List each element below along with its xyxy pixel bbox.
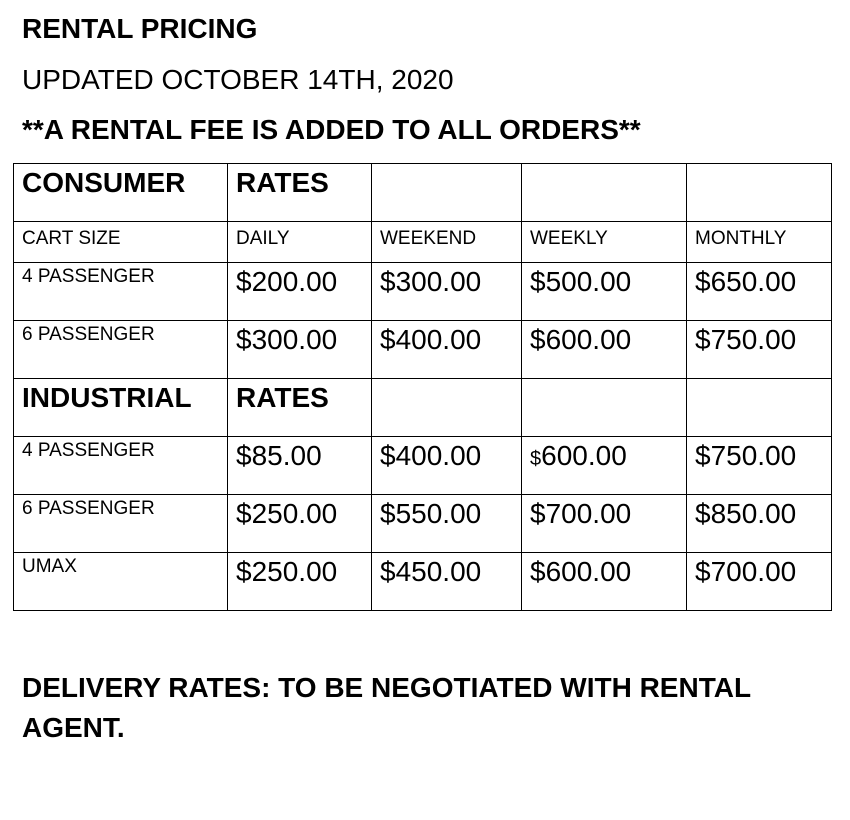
col-header-weekend: WEEKEND <box>380 228 477 249</box>
rates-label-cell <box>228 164 372 222</box>
weekend-price: $450.00 <box>380 556 482 587</box>
table-row <box>14 437 832 495</box>
monthly-price: $650.00 <box>695 266 797 297</box>
price-cell <box>228 495 372 553</box>
section-label-cell <box>14 379 228 437</box>
monthly-price: $700.00 <box>695 556 797 587</box>
weekly-amount: 600.00 <box>541 440 627 471</box>
cart-size-cell <box>14 321 228 379</box>
weekend-price: $300.00 <box>380 266 482 297</box>
consumer-rates-label: RATES <box>236 167 329 198</box>
column-header-cell <box>228 222 372 263</box>
price-cell <box>372 321 522 379</box>
table-row <box>14 263 832 321</box>
consumer-section-row <box>14 164 832 222</box>
price-cell <box>228 553 372 611</box>
monthly-price: $850.00 <box>695 498 797 529</box>
weekly-price: $600.00 <box>530 324 632 355</box>
price-cell <box>228 437 372 495</box>
cart-size: 6 PASSENGER <box>22 498 155 519</box>
empty-cell <box>372 164 522 222</box>
column-header-cell <box>372 222 522 263</box>
col-header-cart-size: CART SIZE <box>22 228 121 249</box>
price-cell <box>522 437 687 495</box>
column-header-cell <box>687 222 832 263</box>
col-header-monthly: MONTHLY <box>695 228 787 249</box>
dollar-sign: $ <box>530 448 542 470</box>
price-cell <box>372 495 522 553</box>
price-cell <box>522 553 687 611</box>
table-row <box>14 553 832 611</box>
price-cell <box>687 321 832 379</box>
column-header-cell <box>14 222 228 263</box>
weekly-price: $500.00 <box>530 266 632 297</box>
rates-label-cell <box>228 379 372 437</box>
empty-cell <box>687 164 832 222</box>
updated-date: UPDATED OCTOBER 14TH, 2020 <box>22 64 454 95</box>
daily-price: $85.00 <box>236 440 322 471</box>
cart-size: 4 PASSENGER <box>22 266 155 287</box>
monthly-price: $750.00 <box>695 440 797 471</box>
price-cell <box>522 495 687 553</box>
monthly-price: $750.00 <box>695 324 797 355</box>
price-cell <box>687 263 832 321</box>
col-header-daily: DAILY <box>236 228 290 249</box>
page-title: RENTAL PRICING <box>22 13 258 44</box>
empty-cell <box>372 379 522 437</box>
cart-size: UMAX <box>22 556 77 577</box>
price-cell <box>687 437 832 495</box>
price-cell <box>372 437 522 495</box>
price-cell <box>372 553 522 611</box>
price-cell <box>687 553 832 611</box>
daily-price: $300.00 <box>236 324 338 355</box>
empty-cell <box>687 379 832 437</box>
weekend-price: $550.00 <box>380 498 482 529</box>
price-cell <box>372 263 522 321</box>
daily-price: $250.00 <box>236 498 338 529</box>
price-cell <box>228 263 372 321</box>
cart-size-cell <box>14 553 228 611</box>
rental-fee-notice: **A RENTAL FEE IS ADDED TO ALL ORDERS** <box>22 114 641 145</box>
industrial-rates-label: RATES <box>236 382 329 413</box>
weekend-price: $400.00 <box>380 440 482 471</box>
weekly-price <box>530 437 686 478</box>
price-cell <box>228 321 372 379</box>
cart-size-cell <box>14 495 228 553</box>
empty-cell <box>522 164 687 222</box>
daily-price: $250.00 <box>236 556 338 587</box>
table-row <box>14 321 832 379</box>
price-cell <box>687 495 832 553</box>
weekly-price: $700.00 <box>530 498 632 529</box>
cart-size: 4 PASSENGER <box>22 440 155 461</box>
column-header-row <box>14 222 832 263</box>
col-header-weekly: WEEKLY <box>530 228 608 249</box>
price-cell <box>522 321 687 379</box>
cart-size-cell <box>14 437 228 495</box>
weekend-price: $400.00 <box>380 324 482 355</box>
section-label-cell <box>14 164 228 222</box>
consumer-label: CONSUMER <box>22 167 186 198</box>
column-header-cell <box>522 222 687 263</box>
pricing-table <box>13 163 832 611</box>
price-cell <box>522 263 687 321</box>
empty-cell <box>522 379 687 437</box>
delivery-rates-note: DELIVERY RATES: TO BE NEGOTIATED WITH RENTAL AGENT. <box>22 672 751 743</box>
table-row <box>14 495 832 553</box>
weekly-price: $600.00 <box>530 556 632 587</box>
cart-size-cell <box>14 263 228 321</box>
cart-size: 6 PASSENGER <box>22 324 155 345</box>
daily-price: $200.00 <box>236 266 338 297</box>
industrial-section-row <box>14 379 832 437</box>
industrial-label: INDUSTRIAL <box>22 382 192 413</box>
